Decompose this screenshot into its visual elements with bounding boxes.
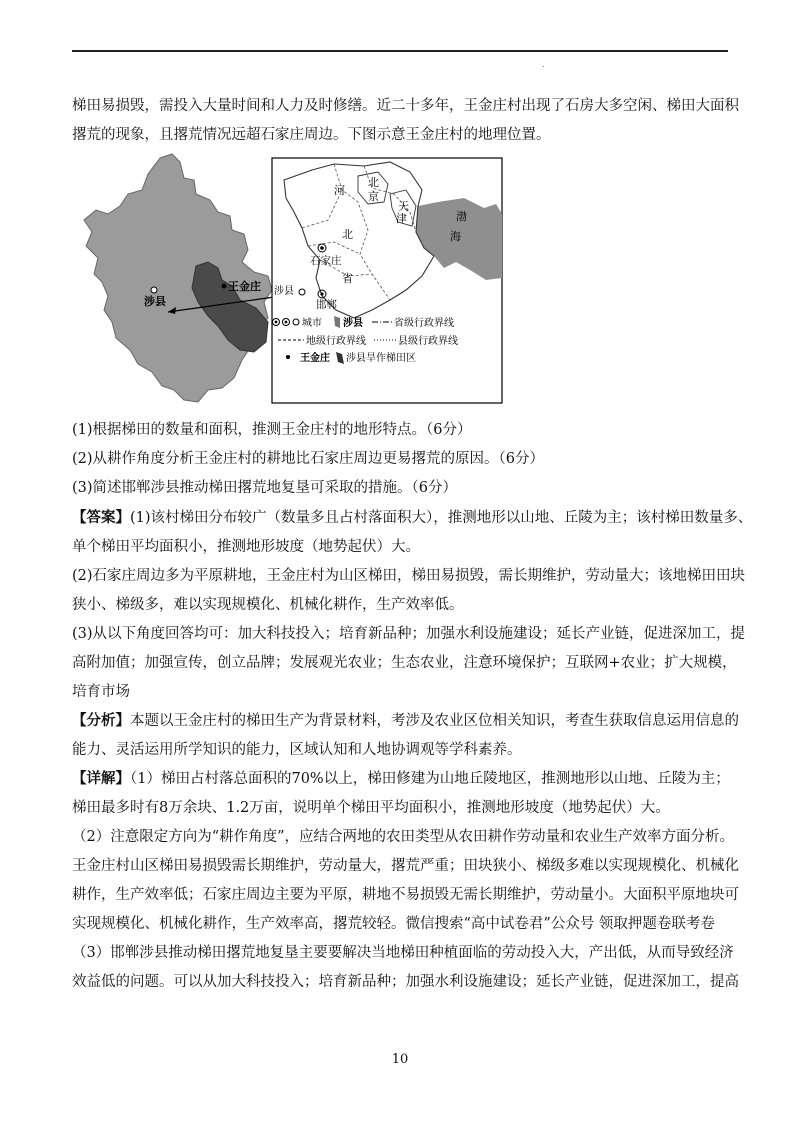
shijiazhuang-marker-inner [320, 246, 324, 250]
map-label-shexian-small: 涉县 [274, 286, 294, 297]
question-3: (3)简述邯郸涉县推动梯田撂荒地复垦可采取的措施。（6分） [72, 480, 458, 496]
handan-marker-inner [320, 292, 323, 295]
map-label-bo: 渤 [456, 210, 467, 223]
answer-line-6: 高附加值；加强宣传，创立品牌；发展观光农业；生态农业，注意环境保护；互联网+农业；扩大规模， [72, 655, 737, 671]
shexian-label: 涉县 [144, 295, 166, 308]
legend-county-label: 涉县 [343, 318, 363, 329]
map-label-handan: 邯郸 [316, 299, 337, 311]
legend-city-label: 城市 [302, 318, 322, 329]
detail-line-1: （1）梯田占村落总面积的70%以上，梯田修建为山地丘陵地区，推测地形以山地、丘陵为主； [130, 771, 730, 787]
legend-capital-icon-dot [275, 321, 278, 324]
page-number: 10 [391, 1052, 409, 1067]
detail-line-8: 效益低的问题。可以从加大科技投入；培育新品种；加强水利设施建设；延长产业链，促进深加工，提高 [72, 974, 739, 990]
shexian-small-marker [299, 289, 305, 295]
analysis-line-2: 能力、灵活运用所学知识的能力，区域认知和人地协调观等学科素养。 [72, 742, 522, 758]
question-1: (1)根据梯田的数量和面积，推测王金庄村的地形特点。（6分） [72, 422, 472, 438]
map-label-bei-mid: 北 [342, 228, 353, 241]
intro-line-1: 梯田易损毁，需投入大量时间和人力及时修缮。近二十多年，王金庄村出现了石房大多空闲、梯田大面积 [72, 98, 739, 114]
intro-paragraph [72, 92, 739, 150]
header-dot: . [542, 60, 545, 69]
detail-line-7: （3）邯郸涉县推动梯田撂荒地复垦主要要解决当地梯田种植面临的劳动投入大，产出低，从而导致经济 [72, 945, 734, 961]
map-label-jin: 津 [396, 212, 407, 225]
legend-terrace-label: 涉县旱作梯田区 [346, 353, 416, 364]
inset-frame [272, 158, 502, 403]
analysis-section [72, 706, 739, 765]
answer-line-1: (1)该村梯田分布较广（数量多且占村落面积大），推测地形以山地、丘陵为主；该村梯田数量多、 [130, 510, 753, 526]
header-rule [72, 50, 728, 52]
questions [72, 416, 732, 503]
map-label-shijiazhuang: 石家庄 [310, 255, 342, 267]
legend-county-boundary-label: 县级行政界线 [398, 336, 458, 347]
map-label-tian: 天 [398, 200, 409, 213]
answer-line-3: (2)石家庄周边多为平原耕地，王金庄村为山区梯田，梯田易损毁，需长期维护，劳动量大；该地梯田田块 [72, 568, 746, 584]
detail-section [72, 764, 739, 997]
wangjinzhuang-label: 王金庄 [228, 280, 261, 293]
legend-village-icon [286, 355, 290, 359]
legend-village-label: 王金庄 [300, 353, 330, 364]
intro-line-2: 撂荒的现象，且撂荒情况远超石家庄周边。下图示意王金庄村的地理位置。 [72, 127, 551, 143]
answer-line-5: (3)从以下角度回答均可：加大科技投入；培育新品种；加强水利设施建设；延长产业链，促进深加工，提 [72, 626, 746, 642]
answer-section [72, 503, 753, 707]
legend-county-icon [293, 319, 299, 325]
answer-line-2: 单个梯田平均面积小，推测地形坡度（地势起伏）大。 [72, 539, 420, 555]
map-label-jing: 京 [368, 190, 379, 203]
legend-province-label: 省级行政界线 [394, 318, 454, 329]
map-label-hai: 海 [450, 230, 461, 243]
detail-line-4: 王金庄村山区梯田易损毁需长期维护，劳动量大，撂荒严重；田块狭小、梯级多难以实现规模化、机械化 [72, 858, 739, 874]
wangjinzhuang-marker [222, 284, 227, 289]
legend-city-icon-dot [285, 321, 288, 324]
map-label-he: 河 [334, 184, 345, 197]
detail-line-3: （2）注意限定方向为“耕作角度”，应结合两地的农田类型从农田耕作劳动量和农业生产效率方面分析。 [72, 829, 735, 845]
map-label-sheng: 省 [342, 272, 353, 285]
detail-line-5: 耕作，生产效率低；石家庄周边主要为平原，耕地不易损毁无需长期维护，劳动量小。大面积平原地块可 [72, 887, 739, 903]
location-map [72, 150, 512, 415]
analysis-tag: 【分析】 [72, 712, 130, 729]
shexian-seat-marker [151, 287, 157, 293]
analysis-line-1: 本题以王金庄村的梯田生产为背景材料，考涉及农业区位相关知识，考查生获取信息运用信息的 [130, 713, 739, 729]
legend-prefecture-label: 地级行政界线 [306, 336, 366, 347]
answer-tag: 【答案】 [72, 509, 130, 526]
answer-line-4: 狭小、梯级多，难以实现规模化、机械化耕作，生产效率低。 [72, 597, 464, 613]
detail-line-2: 梯田最多时有8万余块、1.2万亩，说明单个梯田平均面积小，推测地形坡度（地势起伏）大。 [72, 800, 670, 816]
shexian-county-shape [84, 154, 272, 402]
question-2: (2)从耕作角度分析王金庄村的耕地比石家庄周边更易撂荒的原因。（6分） [72, 451, 545, 467]
detail-tag: 【详解】 [72, 770, 130, 787]
detail-line-6: 实现规模化、机械化耕作，生产效率高，撂荒较轻。微信搜索“高中试卷君”公众号 领取押题卷联考卷 [72, 916, 715, 932]
map-label-bei-top: 北 [368, 176, 379, 189]
answer-line-7: 培育市场 [72, 684, 130, 700]
